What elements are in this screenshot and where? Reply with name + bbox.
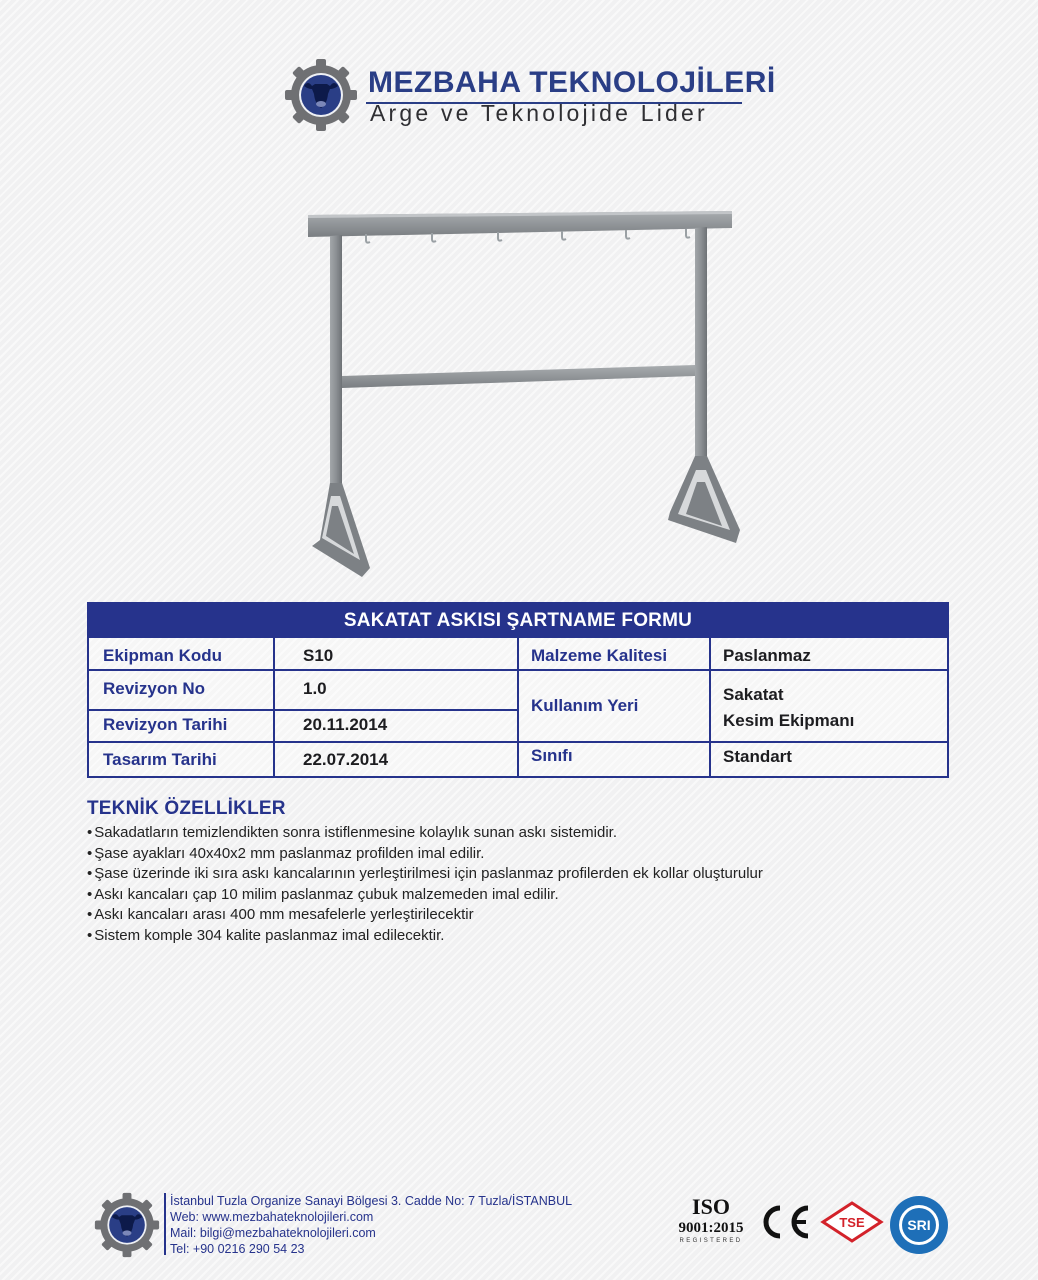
web-link[interactable]: Web: www.mezbahateknolojileri.com bbox=[170, 1210, 374, 1224]
address-text: İstanbul Tuzla Organize Sanayi Bölgesi 3. Cadde No: 7 Tuzla/İSTANBUL bbox=[170, 1194, 573, 1208]
svg-text:SRI: SRI bbox=[907, 1217, 931, 1233]
iso-badge bbox=[666, 1194, 756, 1254]
revision-date-label: Revizyon Tarihi bbox=[103, 715, 228, 734]
brand-name: MEZBAHA TEKNOLOJİLERİ bbox=[368, 66, 776, 99]
iso-number: 9001:2015 bbox=[678, 1220, 744, 1236]
usage-label: Kullanım Yeri bbox=[531, 696, 639, 715]
list-item: • Sistem komple 304 kalite paslanmaz imal edilecektir. bbox=[87, 926, 947, 947]
grid-divider bbox=[517, 638, 519, 776]
offal-rack-illustration bbox=[300, 200, 750, 590]
list-item: • Şase üzerinde iki sıra askı kancalarının yerleştirilmesi için paslanmaz profilerden ek kollar oluşturulur bbox=[87, 864, 947, 885]
tse-mark-icon bbox=[820, 1200, 884, 1244]
iso-label: ISO bbox=[692, 1194, 730, 1219]
list-item: • Askı kancaları çap 10 milim paslanmaz çubuk malzemeden imal edilir. bbox=[87, 885, 947, 906]
grid-divider bbox=[89, 709, 519, 711]
footer-logo-icon bbox=[94, 1192, 160, 1258]
list-item: • Sakadatların temizlendikten sonra istiflenmesine kolaylık sunan askı sistemidir. bbox=[87, 823, 947, 844]
phone-text: Tel: +90 0216 290 54 23 bbox=[170, 1242, 305, 1256]
brand-slogan: Arge ve Teknolojide Lider bbox=[370, 100, 708, 126]
brand-header bbox=[284, 58, 776, 134]
grid-divider bbox=[89, 741, 949, 743]
usage-value-line2: Kesim Ekipmanı bbox=[723, 711, 855, 730]
ce-mark-icon bbox=[756, 1202, 812, 1242]
material-label: Malzeme Kalitesi bbox=[531, 646, 668, 665]
svg-text:TSE: TSE bbox=[839, 1215, 865, 1230]
spec-form bbox=[87, 602, 949, 778]
list-item: • Askı kancaları arası 400 mm mesafelerle yerleştirilecektir bbox=[87, 905, 947, 926]
grid-divider bbox=[273, 638, 275, 776]
equipment-code-value: S10 bbox=[303, 646, 334, 665]
list-item: • Şase ayakları 40x40x2 mm paslanmaz profilden imal edilir. bbox=[87, 844, 947, 865]
technical-specs-list bbox=[87, 823, 947, 947]
design-date-label: Tasarım Tarihi bbox=[103, 750, 217, 769]
revision-date-value: 20.11.2014 bbox=[303, 715, 388, 734]
iso-registered: REGISTERED bbox=[679, 1238, 743, 1244]
technical-specs-heading: TEKNİK ÖZELLİKLER bbox=[87, 798, 286, 819]
grid-divider bbox=[709, 638, 711, 776]
certifications bbox=[666, 1194, 956, 1254]
grid-divider bbox=[89, 669, 949, 671]
design-date-value: 22.07.2014 bbox=[303, 750, 389, 769]
class-value: Standart bbox=[723, 747, 792, 766]
spec-form-title: SAKATAT ASKISI ŞARTNAME FORMU bbox=[87, 602, 949, 638]
contact-info bbox=[164, 1193, 572, 1255]
equipment-code-label: Ekipman Kodu bbox=[103, 646, 223, 665]
technical-specs bbox=[87, 798, 947, 947]
revision-no-value: 1.0 bbox=[303, 679, 327, 698]
usage-value-line1: Sakatat bbox=[723, 685, 784, 704]
spec-grid bbox=[87, 638, 949, 778]
company-logo-icon bbox=[284, 58, 358, 132]
revision-no-label: Revizyon No bbox=[103, 679, 206, 698]
sri-badge-icon bbox=[888, 1194, 950, 1256]
mail-link[interactable]: Mail: bilgi@mezbahateknolojileri.com bbox=[170, 1226, 376, 1240]
class-label: Sınıfı bbox=[531, 746, 573, 765]
material-value: Paslanmaz bbox=[723, 646, 811, 665]
